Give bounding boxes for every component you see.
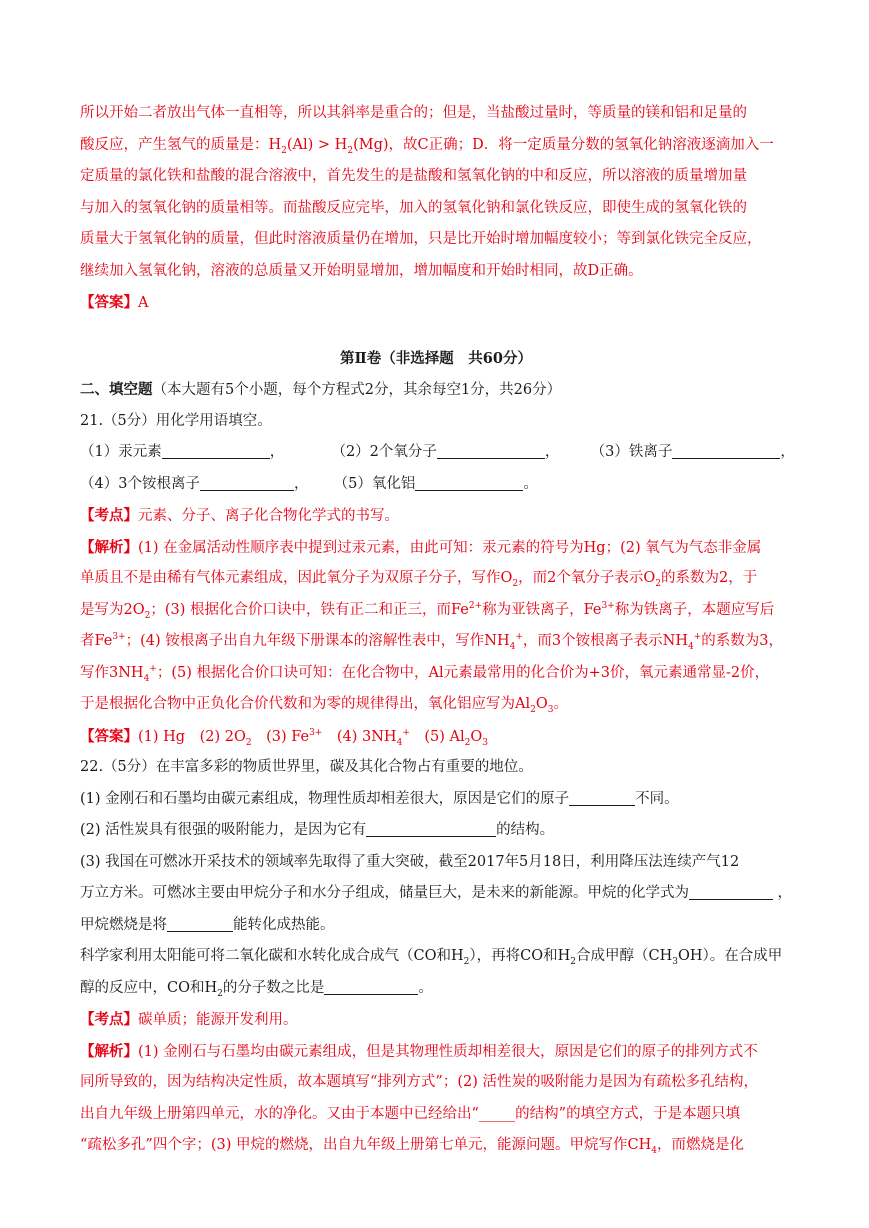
item-label: （1）汞元素 [80,444,162,460]
punct: ， [780,444,795,460]
subscript: 2 [464,737,471,748]
explanation-line [80,689,792,721]
text-span: ，而3个铵根离子表示NH [522,633,688,649]
question-items-row [80,437,795,469]
document-page [80,98,795,1162]
explanation-line [80,130,792,162]
text-span: ；(3) 根据化合价口诀中，铁有正二和正三，而Fe [150,601,469,618]
item-label: （3）铁离子 [590,444,673,460]
question-stem: 22.（5分）在丰富多彩的物质世界里，碳及其化合物占有重要的地位。 [80,759,533,775]
subscript: 4 [396,737,403,748]
superscript: + [693,632,702,643]
kaodian-text: 碳单质；能源开发利用。 [138,1012,298,1028]
answer-line [80,721,792,753]
text-span: (2) 活性炭具有很强的吸附能力，是因为它有 [80,822,367,838]
explanation-line: 继续加入氢氧化钠，溶液的总质量又开始明显增加，增加幅度和开始时相同，故D正确。 [80,262,643,279]
text-span: 写作3NH [80,664,144,681]
text-span: OH）。在合成甲 [677,948,783,964]
kaodian-tag: 【考点】 [80,507,138,524]
text-span: 的分子数之比是 [222,979,325,996]
answer-tag: 【答案】 [80,727,138,745]
part-heading: 二、填空题 [80,381,153,398]
text-span: 于是根据化合物中正负化合价代数和为零的规律得出，氧化铝应写为Al [80,696,531,712]
text-span: 单质且不是由稀有气体元素组成，因此氧分子为双原子分子，写作O [80,570,513,586]
text-span: 者Fe [80,633,113,649]
explanation-line: 定质量的氯化铁和盐酸的混合溶液中，首先发生的是盐酸和氢氧化钠的中和反应，所以溶液的质量增加量 [80,168,747,184]
superscript: 3+ [601,600,615,611]
subscript: 2 [347,145,354,156]
answer-blank[interactable] [415,474,523,491]
superscript: + [149,663,157,674]
answer-blank[interactable] [689,883,773,900]
part-heading-line [80,374,792,406]
superscript: 3+ [309,727,323,738]
part-note: （本大题有5个小题，每个方程式2分，其余每空1分，共26分） [152,382,562,398]
text-span: ，而燃烧是化 [656,1137,744,1153]
text-span: ；(4) 铵根离子出自九年级下册课本的溶解性表中，写作NH [125,633,510,649]
text-span: O [535,696,548,712]
explanation-line [80,658,792,690]
answer-blank[interactable] [569,789,635,806]
subscript: 2 [217,988,223,999]
text-span: O [470,728,483,745]
spacer [80,319,792,343]
answer-blank[interactable] [162,442,270,459]
subscript: 2 [281,145,287,156]
text-span: ；(5) 根据化合价口诀可知：在化合物中，Al元素最常用的化合价为+3价，氧元素通常显-2价， [156,664,770,681]
text-span: 不同。 [635,790,679,807]
explanation-line: 出自九年级上册第四单元，水的净化。又由于本题中已经给出“_____的结构”的填空方式，于是本题只填 [80,1105,741,1122]
text-span: 的系数为2，于 [660,570,758,586]
kaodian-line [80,500,792,532]
subscript: 4 [509,641,516,652]
answer-blank[interactable] [672,442,780,459]
answer-blank[interactable] [167,915,233,932]
text-span: “疏松多孔”四个字；(3) 甲烷的燃烧，出自九年级上册第七单元，能源问题。甲烷写作CH [80,1137,652,1153]
question-item [80,815,792,847]
explanation-line: 与加入的氢氧化钠的质量相等。而盐酸反应完毕，加入的氢氧化钠和氯化铁反应，即使生成的氢氧化铁的 [80,199,747,216]
question-item [80,973,792,1005]
text-span: 科学家利用太阳能可将二氧化碳和水转化成合成气（CO和H [80,948,464,964]
explanation-line: 质量大于氢氧化钠的质量，但此时溶液质量仍在增加，只是比开始时增加幅度较小；等到氯化铁完全反应， [80,231,762,247]
question-items-row [80,469,792,501]
punct: ， [293,475,309,492]
text-span: 的系数为3， [701,633,783,649]
question-item: (3) 我国在可燃冰开采技术的领域率先取得了重大突破，截至2017年5月18日，利用降压法连续产气12 [80,853,740,870]
subscript: 3 [482,737,488,748]
text-span: 酸反应，产生氢气的质量是：H [80,136,282,153]
text-span: (4) 3NH [322,728,397,745]
superscript: + [515,632,523,643]
answer-line [80,287,792,319]
text-span: (1) 金刚石与石墨均由碳元素组成，但是其物理性质却相差很大，原因是它们的原子的排列方式不 [138,1043,758,1060]
answer-blank[interactable] [437,442,545,459]
superscript: 2+ [468,600,483,611]
text-span: 是写为2O [80,601,145,618]
text-span: 。 [418,979,433,996]
answer-value: A [138,295,149,311]
punct: ， [544,444,560,460]
text-span: (1) 在金属活动性顺序表中提到过汞元素，由此可知：汞元素的符号为Hg；(2) 氧气为气态非金属 [138,539,762,556]
jiexi-tag: 【解析】 [80,538,138,556]
subscript: 2 [512,578,519,589]
text-span: 。 [553,696,568,712]
text-span: 称为铁离子，本题应写后 [614,601,775,618]
subscript: 2 [245,737,252,748]
explanation-line [80,563,792,595]
answer-blank[interactable] [200,474,294,491]
explanation-line [80,595,792,627]
subscript: 4 [687,641,694,652]
item-label: （2）2个氧分子 [331,444,437,460]
item-label: （4）3个铵根离子 [80,475,200,492]
text-span: (Al) > H [286,136,348,153]
superscript: + [402,727,410,738]
subscript: 2 [570,956,576,967]
answer-tag: 【答案】 [80,294,138,311]
superscript: 3+ [112,632,126,643]
text-span: 醇的反应中，CO和H [80,979,218,996]
text-span: 称为亚铁离子，Fe [482,601,602,618]
explanation-line: 同所导致的，因为结构决定性质，故本题填写“排列方式”；(2) 活性炭的吸附能力是因为有疏松多孔结构， [80,1074,758,1090]
text-span: (1) 金刚石和石墨均由碳元素组成，物理性质却相差很大，原因是它们的原子 [80,790,570,807]
section-title: 第Ⅱ卷（非选择题 共60分） [340,349,532,367]
explanation-line [80,1130,792,1162]
subscript: 4 [143,673,150,684]
subscript: 2 [655,578,661,589]
text-span: (Mg)，故C正确；D．将一定质量分数的氢氧化钠溶液逐滴加入一 [353,136,774,153]
punct: 。 [523,475,538,492]
answer-blank[interactable] [324,978,418,995]
punct: ， [269,444,285,460]
kaodian-line [80,1004,792,1036]
subscript: 4 [651,1145,657,1156]
text-span: ），再将CO和H [469,948,571,964]
text-span: 能转化成热能。 [233,916,335,933]
question-item [80,910,792,942]
subscript: 2 [530,704,536,715]
text-span: 合成甲醇（CH [575,948,673,964]
text-span: ，而2个氧分子表示O [518,570,656,586]
kaodian-tag: 【考点】 [80,1011,138,1028]
text-span: 的结构。 [496,822,555,838]
subscript: 3 [547,704,554,715]
explanation-line: 所以开始二者放出气体一直相等，所以其斜率是重合的；但是，当盐酸过量时，等质量的镁和铝和足量的 [80,105,747,121]
question-item [80,784,792,816]
text-span: (5) Al [409,728,465,745]
subscript: 3 [672,956,678,967]
text-span: 万立方米。可燃冰主要由甲烷分子和水分子组成，储量巨大，是未来的新能源。甲烷的化学式为 [80,885,689,901]
question-item [80,941,792,973]
subscript: 2 [463,956,470,967]
text-span: 甲烷燃烧是将 [80,916,167,933]
jiexi-tag: 【解析】 [80,1042,138,1060]
kaodian-text: 元素、分子、离子化合物化学式的书写。 [138,508,399,524]
text-span: (3) Fe [251,728,310,745]
item-label: （5）氧化铝 [333,475,416,492]
text-span: (1) Hg (2) 2O [138,728,246,745]
question-item [80,878,792,910]
explanation-line [80,1036,792,1068]
subscript: 2 [144,610,151,621]
explanation-line [80,626,792,658]
explanation-line [80,532,792,564]
answer-blank[interactable] [366,820,496,837]
text-span: ， [777,885,792,901]
question-stem: 21.（5分）用化学用语填空。 [80,412,272,429]
